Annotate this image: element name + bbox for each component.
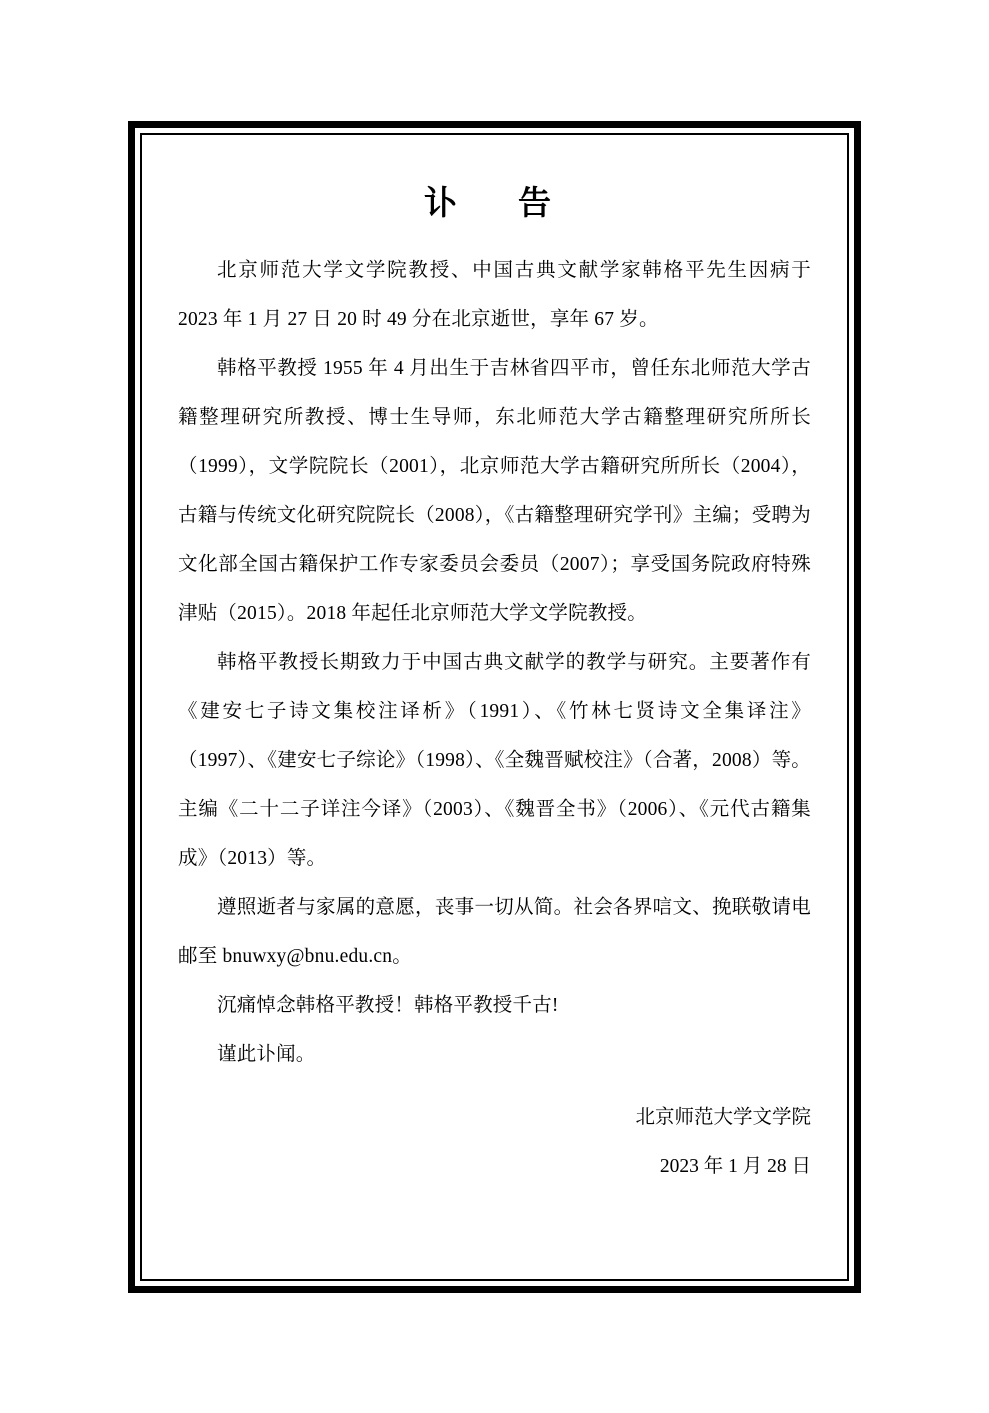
signature-date: 2023 年 1 月 28 日 [659, 1156, 811, 1177]
paragraph-closing: 谨此讣闻。 [217, 1044, 316, 1065]
notice-frame [128, 121, 861, 1293]
paragraph-works: 韩格平教授长期致力于中国古典文献学的教学与研究。主要著作有《建安七子诗文集校注译析》（1991）、《竹林七贤诗文全集译注》（1997）、《建安七子综论》（1998）、《全魏晋赋校注》（合著，2008）等。主编《二十二子详注今译》（2003）、《魏晋全书》（2006）、《元代古籍集成》（2013）等。 [178, 652, 811, 869]
paragraph-biography: 韩格平教授 1955 年 4 月出生于吉林省四平市，曾任东北师范大学古籍整理研究所教授、博士生导师，东北师范大学古籍整理研究所所长（1999），文学院院长（2001），北京师范大学古籍研究所所长（2004），古籍与传统文化研究院院长（2008），《古籍整理研究学刊》主编；受聘为文化部全国古籍保护工作专家委员会委员（2007）；享受国务院政府特殊津贴（2015）。2018 年起任北京师范大学文学院教授。 [178, 358, 811, 624]
paragraph-condolence: 沉痛悼念韩格平教授！韩格平教授千古! [217, 995, 559, 1016]
signature-block [178, 1093, 811, 1191]
paragraph-death-announcement: 北京师范大学文学院教授、中国古典文献学家韩格平先生因病于 2023 年 1 月 27 日 20 时 49 分在北京逝世，享年 67 岁。 [178, 260, 811, 330]
page-title: 讣 告 [424, 184, 565, 221]
notice-inner-border [140, 133, 849, 1281]
paragraph-funeral-arrangements: 遵照逝者与家属的意愿，丧事一切从简。社会各界唁文、挽联敬请电邮至 bnuwxy@bnu.edu.cn。 [178, 897, 811, 967]
signature-organization: 北京师范大学文学院 [635, 1107, 811, 1128]
